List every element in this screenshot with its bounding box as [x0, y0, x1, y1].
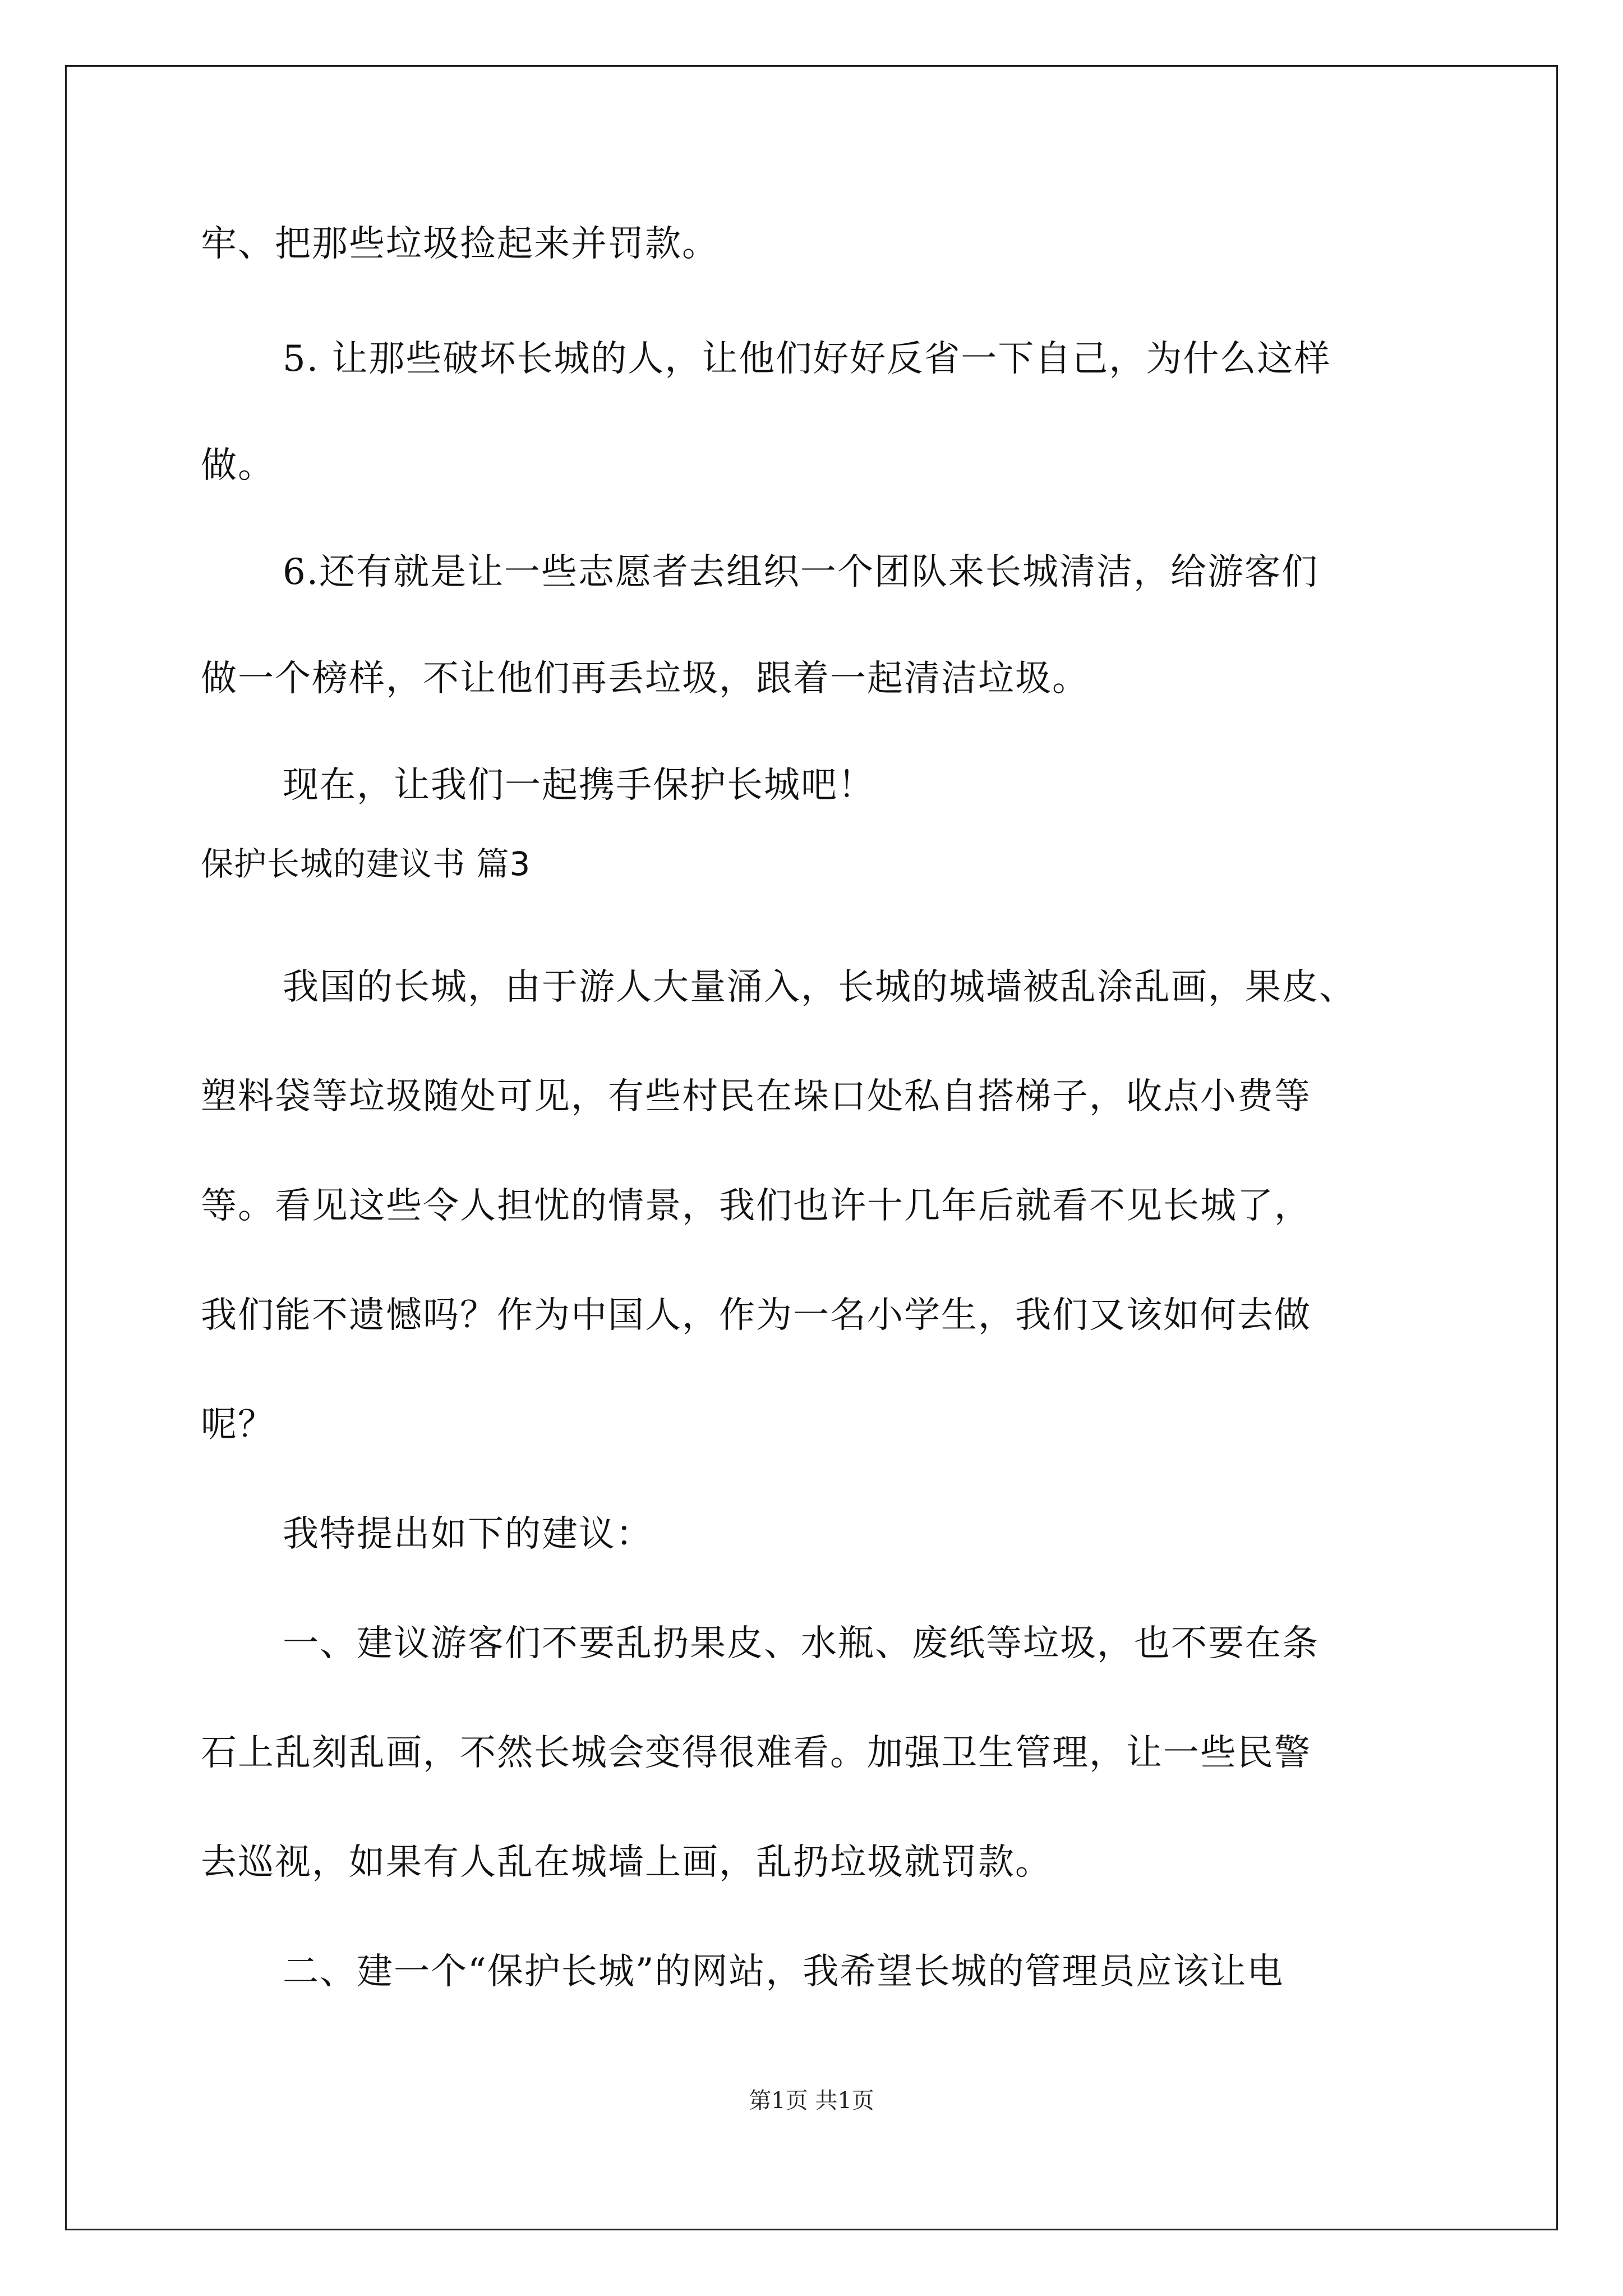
body-line: 现在，让我们一起携手保护长城吧！	[283, 765, 875, 806]
body-line: 二、建一个“保护长城”的网站，我希望长城的管理员应该让电	[283, 1951, 1284, 1993]
body-line: 我国的长城，由于游人大量涌入，长城的城墙被乱涂乱画，果皮、	[283, 967, 1356, 1008]
body-line: 牢、把那些垃圾捡起来并罚款。	[201, 223, 719, 265]
body-line: 5. 让那些破坏长城的人，让他们好好反省一下自己，为什么这样	[283, 338, 1331, 380]
body-line: 石上乱刻乱画，不然长城会变得很难看。加强卫生管理，让一些民警	[201, 1732, 1311, 1774]
body-line: 等。看见这些令人担忧的情景，我们也许十几年后就看不见长城了，	[201, 1185, 1311, 1227]
body-line: 我们能不遗憾吗？作为中国人，作为一名小学生，我们又该如何去做	[201, 1295, 1311, 1336]
body-line: 我特提出如下的建议：	[283, 1513, 653, 1555]
body-line: 一、建议游客们不要乱扔果皮、水瓶、废纸等垃圾，也不要在条	[283, 1623, 1319, 1664]
body-line: 塑料袋等垃圾随处可见，有些村民在垛口处私自搭梯子，收点小费等	[201, 1076, 1311, 1117]
body-line: 6.还有就是让一些志愿者去组织一个团队来长城清洁，给游客们	[283, 551, 1319, 593]
section-heading: 保护长城的建议书 篇3	[201, 845, 531, 883]
page-footer: 第1页 共1页	[749, 2088, 874, 2114]
page-border	[65, 65, 1558, 2230]
body-line: 去巡视，如果有人乱在城墙上画，乱扔垃圾就罚款。	[201, 1842, 1052, 1883]
body-line: 呢？	[201, 1404, 275, 1446]
body-line: 做。	[201, 445, 275, 486]
body-line: 做一个榜样，不让他们再丢垃圾，跟着一起清洁垃圾。	[201, 658, 1089, 700]
